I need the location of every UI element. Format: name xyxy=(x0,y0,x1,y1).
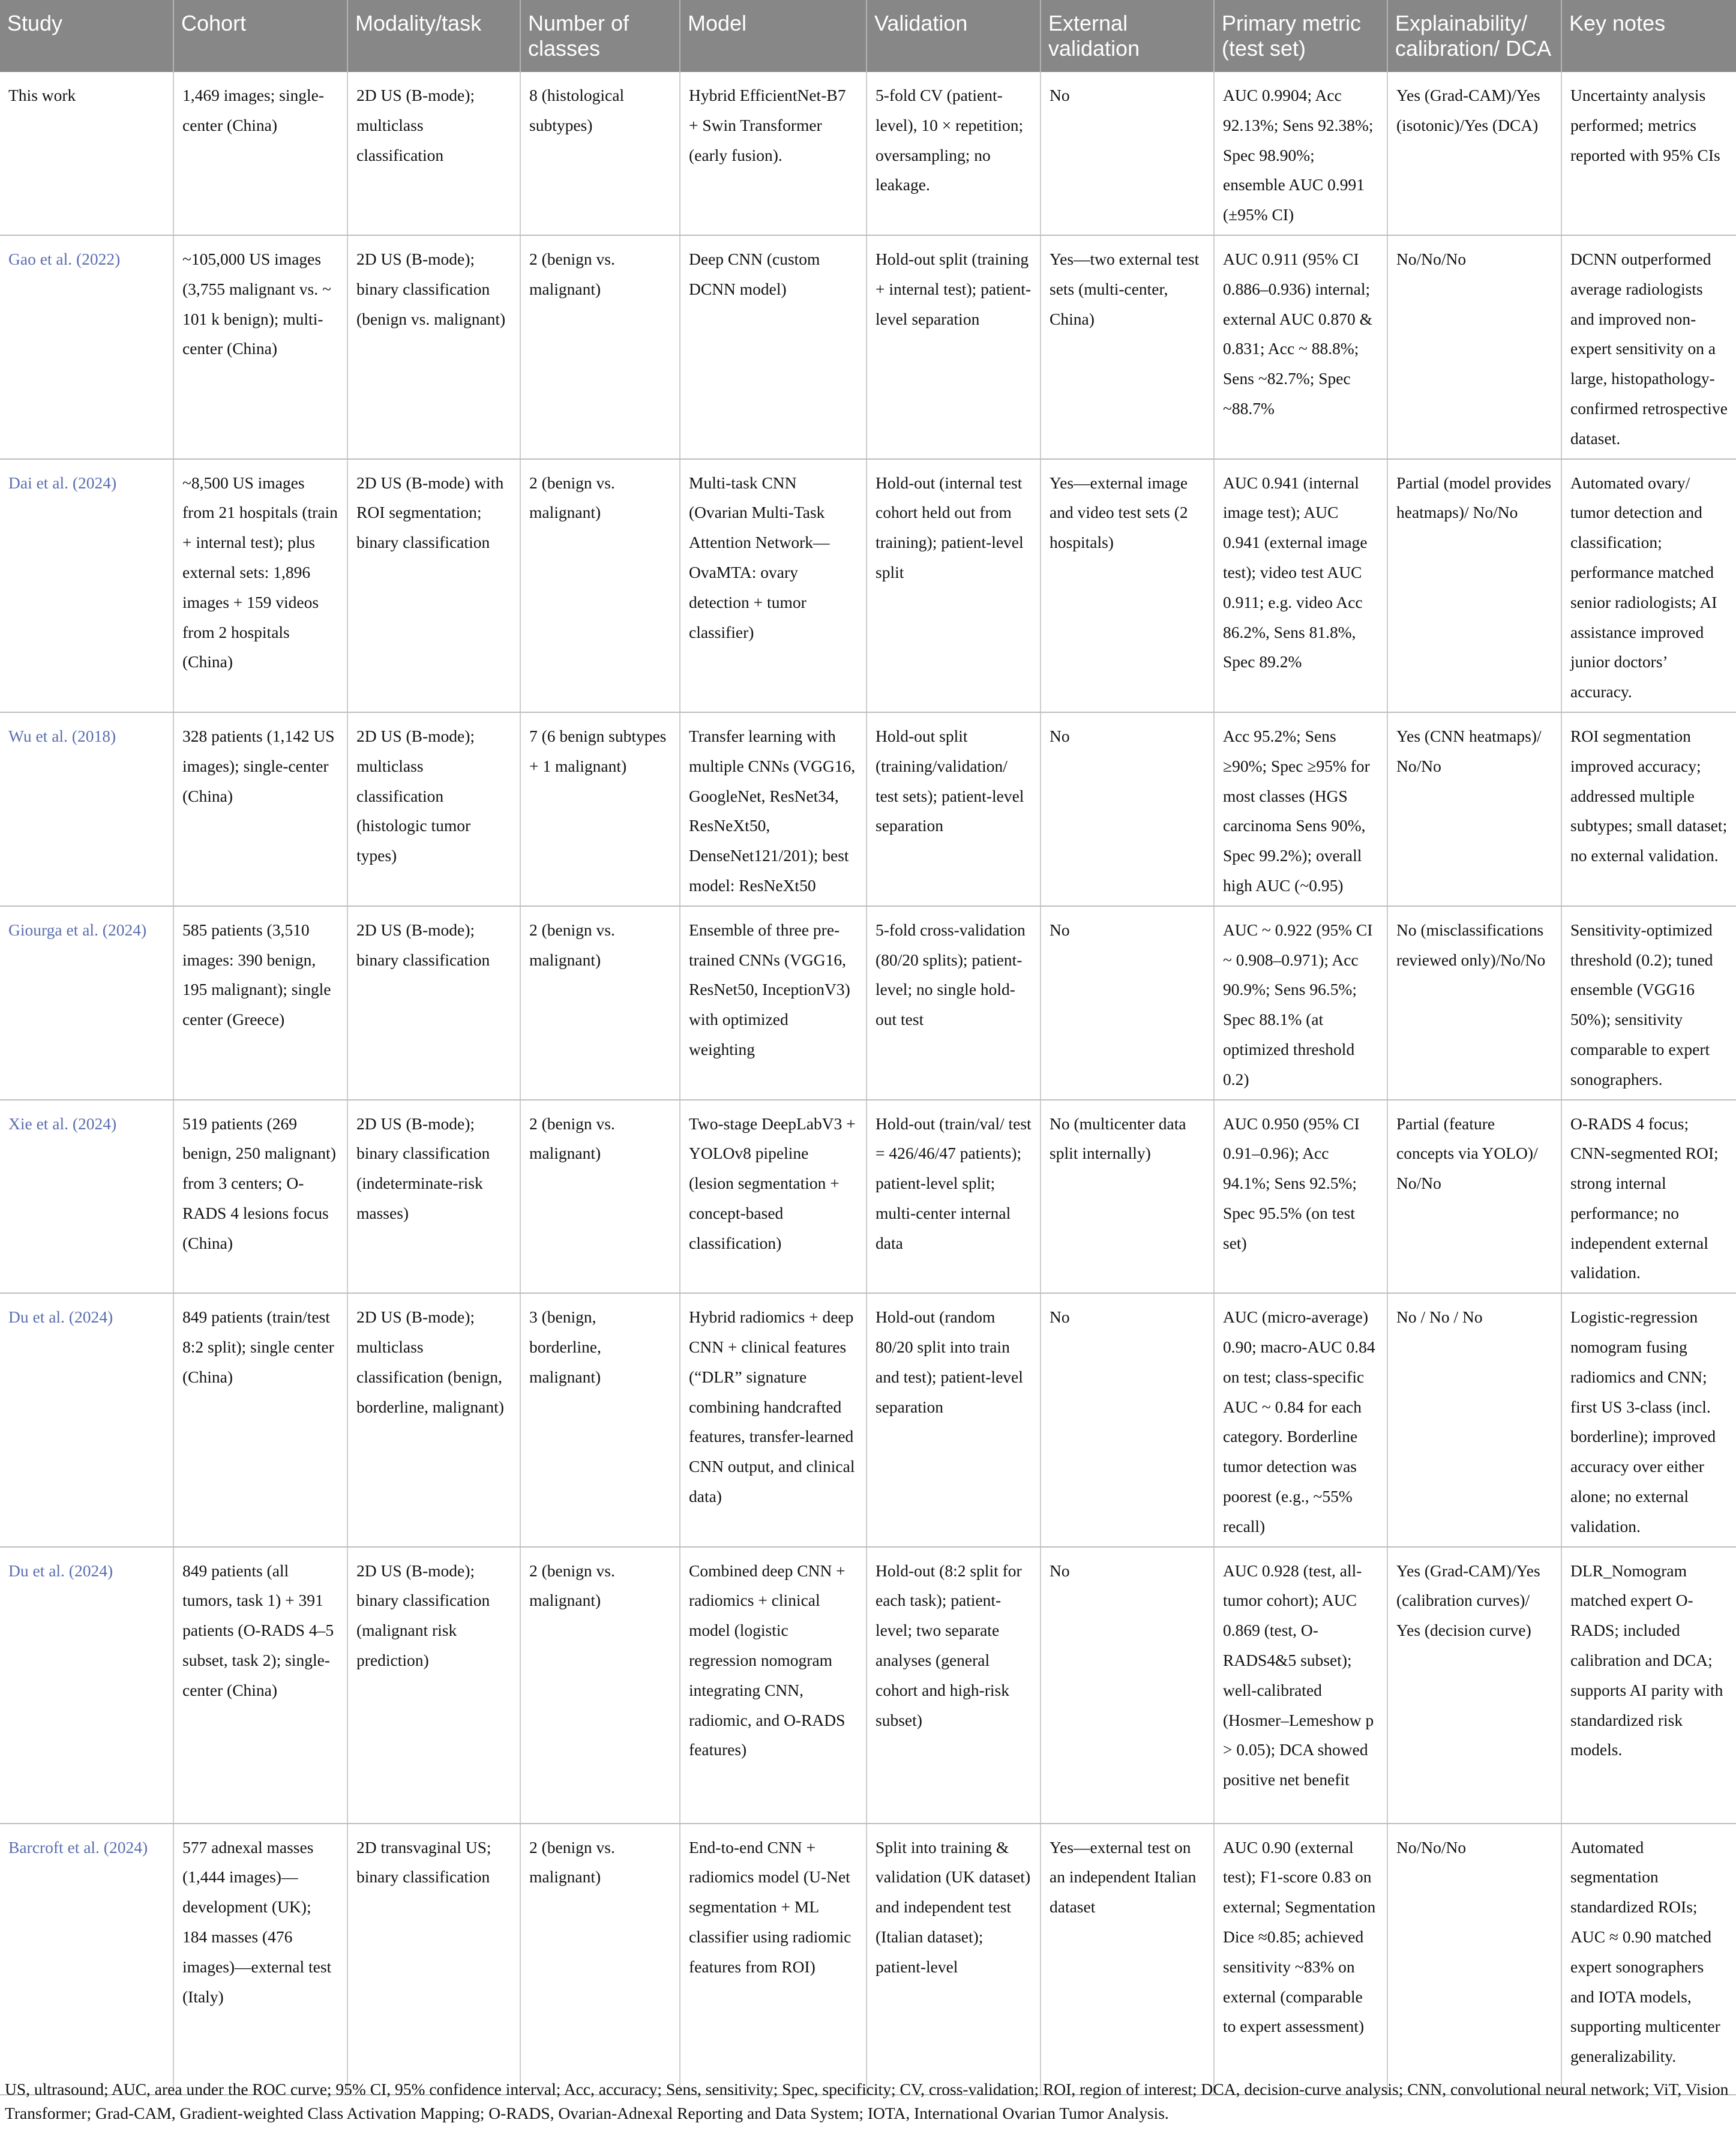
modality-cell: 2D US (B-mode) with ROI segmentation; binary classification xyxy=(347,459,520,712)
table-row xyxy=(0,712,1736,906)
cohort-cell: 849 patients (train/test 8:2 split); single center (China) xyxy=(173,1293,347,1546)
explainability-cell: No / No / No xyxy=(1387,1293,1561,1546)
explainability-cell: No/No/No xyxy=(1387,1824,1561,2095)
cohort-cell: 1,469 images; single-center (China) xyxy=(173,72,347,235)
model-cell: Multi-task CNN (Ovarian Multi-Task Attention Network—OvaMTA: ovary detection + tumor classifier) xyxy=(680,459,866,712)
primary-metric-cell: AUC ~ 0.922 (95% CI ~ 0.908–0.971); Acc 90.9%; Sens 96.5%; Spec 88.1% (at optimized threshold 0.2) xyxy=(1214,906,1387,1100)
classes-cell: 7 (6 benign subtypes + 1 malignant) xyxy=(520,712,680,906)
col-header-key-notes: Key notes xyxy=(1561,0,1736,72)
external-validation-cell: No xyxy=(1041,1293,1214,1546)
classes-cell: 2 (benign vs. malignant) xyxy=(520,906,680,1100)
cohort-cell: 849 patients (all tumors, task 1) + 391 patients (O-RADS 4–5 subset, task 2); single-center (China) xyxy=(173,1547,347,1824)
classes-cell: 2 (benign vs. malignant) xyxy=(520,235,680,459)
cohort-cell: 519 patients (269 benign, 250 malignant) from 3 centers; O-RADS 4 lesions focus (China) xyxy=(173,1100,347,1294)
table-row xyxy=(0,235,1736,459)
modality-cell: 2D US (B-mode); multiclass classification xyxy=(347,72,520,235)
classes-cell: 2 (benign vs. malignant) xyxy=(520,1100,680,1294)
explainability-cell: Yes (Grad-CAM)/Yes (isotonic)/Yes (DCA) xyxy=(1387,72,1561,235)
explainability-cell: Partial (feature concepts via YOLO)/ No/No xyxy=(1387,1100,1561,1294)
external-validation-cell: Yes—external image and video test sets (2 hospitals) xyxy=(1041,459,1214,712)
table-row xyxy=(0,1293,1736,1546)
col-header-study: Study xyxy=(0,0,173,72)
primary-metric-cell: Acc 95.2%; Sens ≥90%; Spec ≥95% for most classes (HGS carcinoma Sens 90%, Spec 99.2%); overall high AUC (~0.95) xyxy=(1214,712,1387,906)
col-header-validation: Validation xyxy=(866,0,1041,72)
validation-cell: Hold-out (random 80/20 split into train and test); patient-level separation xyxy=(866,1293,1041,1546)
explainability-cell: No/No/No xyxy=(1387,235,1561,459)
key-notes-cell: Automated ovary/ tumor detection and classification; performance matched senior radiologists; AI assistance improved junior doctors’ accuracy. xyxy=(1561,459,1736,712)
validation-cell: Hold-out (train/val/ test = 426/46/47 patients); patient-level split; multi-center internal data xyxy=(866,1100,1041,1294)
cohort-cell: 577 adnexal masses (1,444 images)—development (UK); 184 masses (476 images)—external test (Italy) xyxy=(173,1824,347,2095)
model-cell: Two-stage DeepLabV3 + YOLOv8 pipeline (lesion segmentation + concept-based classification) xyxy=(680,1100,866,1294)
primary-metric-cell: AUC 0.90 (external test); F1-score 0.83 on external; Segmentation Dice ≈0.85; achieved sensitivity ~83% on external (comparable to expert assessment) xyxy=(1214,1824,1387,2095)
study-link[interactable]: Barcroft et al. (2024) xyxy=(0,1824,173,2095)
external-validation-cell: No xyxy=(1041,712,1214,906)
cohort-cell: 328 patients (1,142 US images); single-center (China) xyxy=(173,712,347,906)
validation-cell: 5-fold CV (patient-level), 10 × repetition; oversampling; no leakage. xyxy=(866,72,1041,235)
study-link[interactable]: Du et al. (2024) xyxy=(0,1293,173,1546)
external-validation-cell: No xyxy=(1041,1547,1214,1824)
validation-cell: Split into training & validation (UK dataset) and independent test (Italian dataset); patient-level xyxy=(866,1824,1041,2095)
validation-cell: Hold-out split (training/validation/ test sets); patient-level separation xyxy=(866,712,1041,906)
key-notes-cell: O-RADS 4 focus; CNN-segmented ROI; strong internal performance; no independent external validation. xyxy=(1561,1100,1736,1294)
model-cell: Hybrid EfficientNet-B7 + Swin Transformer (early fusion). xyxy=(680,72,866,235)
key-notes-cell: Uncertainty analysis performed; metrics reported with 95% CIs xyxy=(1561,72,1736,235)
col-header-explainability: Explainability/ calibration/ DCA xyxy=(1387,0,1561,72)
col-header-external-validation: External validation xyxy=(1041,0,1214,72)
cohort-cell: ~105,000 US images (3,755 malignant vs. ~ 101 k benign); multi-center (China) xyxy=(173,235,347,459)
model-cell: Ensemble of three pre-trained CNNs (VGG16, ResNet50, InceptionV3) with optimized weighting xyxy=(680,906,866,1100)
external-validation-cell: Yes—two external test sets (multi-center, China) xyxy=(1041,235,1214,459)
table-footnote: US, ultrasound; AUC, area under the ROC curve; 95% CI, 95% confidence interval; Acc, accuracy; Sens, sensitivity; Spec, specificity; CV, cross-validation; ROI, region of interest; DCA, decision-curve analysis; CNN, convolutional neural network; ViT, Vision Transformer; Grad-CAM, Gradient-weighted Class Activation Mapping; O-RADS, Ovarian-Adnexal Reporting and Data System; IOTA, International Ovarian Tumor Analysis. xyxy=(5,2080,1729,2122)
study-link[interactable]: Gao et al. (2022) xyxy=(0,235,173,459)
external-validation-cell: No (multicenter data split internally) xyxy=(1041,1100,1214,1294)
key-notes-cell: DLR_Nomogram matched expert O-RADS; included calibration and DCA; supports AI parity with standardized risk models. xyxy=(1561,1547,1736,1824)
model-cell: Hybrid radiomics + deep CNN + clinical features (“DLR” signature combining handcrafted features, transfer-learned CNN output, and clinical data) xyxy=(680,1293,866,1546)
external-validation-cell: No xyxy=(1041,906,1214,1100)
table-row xyxy=(0,1547,1736,1824)
primary-metric-cell: AUC 0.911 (95% CI 0.886–0.936) internal; external AUC 0.870 & 0.831; Acc ~ 88.8%; Sens ~82.7%; Spec ~88.7% xyxy=(1214,235,1387,459)
table-row xyxy=(0,906,1736,1100)
primary-metric-cell: AUC 0.928 (test, all-tumor cohort); AUC 0.869 (test, O-RADS4&5 subset); well-calibrated (Hosmer–Lemeshow p > 0.05); DCA showed positive net benefit xyxy=(1214,1547,1387,1824)
modality-cell: 2D US (B-mode); binary classification (benign vs. malignant) xyxy=(347,235,520,459)
table-row xyxy=(0,459,1736,712)
modality-cell: 2D transvaginal US; binary classification xyxy=(347,1824,520,2095)
study-link[interactable]: Xie et al. (2024) xyxy=(0,1100,173,1294)
study-link[interactable]: Dai et al. (2024) xyxy=(0,459,173,712)
header-row xyxy=(0,0,1736,72)
modality-cell: 2D US (B-mode); binary classification xyxy=(347,906,520,1100)
explainability-cell: Yes (CNN heatmaps)/ No/No xyxy=(1387,712,1561,906)
primary-metric-cell: AUC 0.9904; Acc 92.13%; Sens 92.38%; Spec 98.90%; ensemble AUC 0.991 (±95% CI) xyxy=(1214,72,1387,235)
key-notes-cell: Automated segmentation standardized ROIs; AUC ≈ 0.90 matched expert sonographers and IOTA models, supporting multicenter generalizability. xyxy=(1561,1824,1736,2095)
table-row xyxy=(0,72,1736,235)
modality-cell: 2D US (B-mode); binary classification (malignant risk prediction) xyxy=(347,1547,520,1824)
model-cell: Deep CNN (custom DCNN model) xyxy=(680,235,866,459)
model-cell: Transfer learning with multiple CNNs (VGG16, GoogleNet, ResNet34, ResNeXt50, DenseNet121/201); best model: ResNeXt50 xyxy=(680,712,866,906)
external-validation-cell: No xyxy=(1041,72,1214,235)
external-validation-cell: Yes—external test on an independent Italian dataset xyxy=(1041,1824,1214,2095)
validation-cell: 5-fold cross-validation (80/20 splits); patient-level; no single hold-out test xyxy=(866,906,1041,1100)
classes-cell: 3 (benign, borderline, malignant) xyxy=(520,1293,680,1546)
primary-metric-cell: AUC (micro-average) 0.90; macro-AUC 0.84 on test; class-specific AUC ~ 0.84 for each category. Borderline tumor detection was poorest (e.g., ~55% recall) xyxy=(1214,1293,1387,1546)
validation-cell: Hold-out (internal test cohort held out from training); patient-level split xyxy=(866,459,1041,712)
modality-cell: 2D US (B-mode); multiclass classification (histologic tumor types) xyxy=(347,712,520,906)
key-notes-cell: Sensitivity-optimized threshold (0.2); tuned ensemble (VGG16 50%); sensitivity comparable to expert sonographers. xyxy=(1561,906,1736,1100)
classes-cell: 2 (benign vs. malignant) xyxy=(520,1824,680,2095)
modality-cell: 2D US (B-mode); multiclass classification (benign, borderline, malignant) xyxy=(347,1293,520,1546)
validation-cell: Hold-out split (training + internal test); patient-level separation xyxy=(866,235,1041,459)
study-link[interactable]: Giourga et al. (2024) xyxy=(0,906,173,1100)
classes-cell: 8 (histological subtypes) xyxy=(520,72,680,235)
classes-cell: 2 (benign vs. malignant) xyxy=(520,459,680,712)
study-link[interactable]: Du et al. (2024) xyxy=(0,1547,173,1824)
explainability-cell: Yes (Grad-CAM)/Yes (calibration curves)/ Yes (decision curve) xyxy=(1387,1547,1561,1824)
validation-cell: Hold-out (8:2 split for each task); patient-level; two separate analyses (general cohort and high-risk subset) xyxy=(866,1547,1041,1824)
model-cell: Combined deep CNN + radiomics + clinical model (logistic regression nomogram integrating CNN, radiomic, and O-RADS features) xyxy=(680,1547,866,1824)
col-header-modality: Modality/task xyxy=(347,0,520,72)
study-link[interactable]: Wu et al. (2018) xyxy=(0,712,173,906)
col-header-model: Model xyxy=(680,0,866,72)
primary-metric-cell: AUC 0.941 (internal image test); AUC 0.941 (external image test); video test AUC 0.911; e.g. video Acc 86.2%, Sens 81.8%, Spec 89.2% xyxy=(1214,459,1387,712)
key-notes-cell: Logistic-regression nomogram fusing radiomics and CNN; first US 3-class (incl. borderline); improved accuracy over either alone; no external validation. xyxy=(1561,1293,1736,1546)
key-notes-cell: DCNN outperformed average radiologists and improved non-expert sensitivity on a large, histopathology-confirmed retrospective dataset. xyxy=(1561,235,1736,459)
explainability-cell: Partial (model provides heatmaps)/ No/No xyxy=(1387,459,1561,712)
modality-cell: 2D US (B-mode); binary classification (indeterminate-risk masses) xyxy=(347,1100,520,1294)
study-cell: This work xyxy=(0,72,173,235)
model-cell: End-to-end CNN + radiomics model (U-Net segmentation + ML classifier using radiomic features from ROI) xyxy=(680,1824,866,2095)
col-header-primary-metric: Primary metric (test set) xyxy=(1214,0,1387,72)
classes-cell: 2 (benign vs. malignant) xyxy=(520,1547,680,1824)
col-header-classes: Number of classes xyxy=(520,0,680,72)
explainability-cell: No (misclassifications reviewed only)/No/No xyxy=(1387,906,1561,1100)
cohort-cell: 585 patients (3,510 images: 390 benign, 195 malignant); single center (Greece) xyxy=(173,906,347,1100)
col-header-cohort: Cohort xyxy=(173,0,347,72)
cohort-cell: ~8,500 US images from 21 hospitals (train + internal test); plus external sets: 1,896 images + 159 videos from 2 hospitals (China) xyxy=(173,459,347,712)
key-notes-cell: ROI segmentation improved accuracy; addressed multiple subtypes; small dataset; no external validation. xyxy=(1561,712,1736,906)
primary-metric-cell: AUC 0.950 (95% CI 0.91–0.96); Acc 94.1%; Sens 92.5%; Spec 95.5% (on test set) xyxy=(1214,1100,1387,1294)
table-row xyxy=(0,1824,1736,2095)
table-row xyxy=(0,1100,1736,1294)
